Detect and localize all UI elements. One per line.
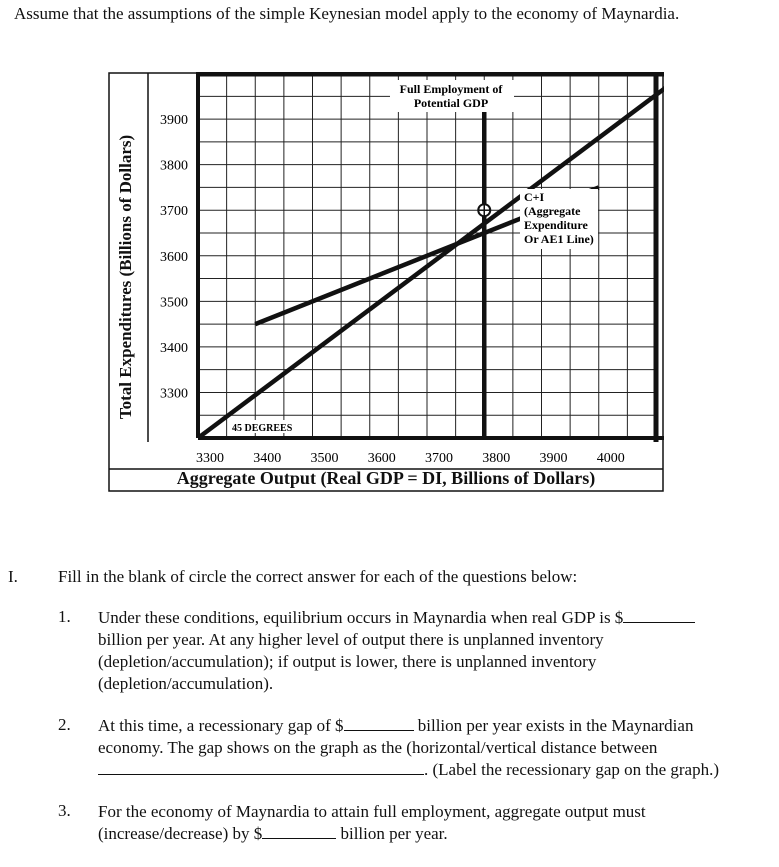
y-tick-label: 3800 [160,158,188,174]
question-1-number: 1. [58,607,71,626]
y-axis-title: Total Expenditures (Billions of Dollars) [116,134,135,420]
keynesian-chart [108,72,664,492]
q1-line3: (depletion/accumulation); if output is lower, there is unplanned inventory [98,652,597,671]
intro-text: Assume that the assumptions of the simple Keynesian model apply to the economy of Maynardia. [14,4,680,23]
question-3 [98,801,758,845]
x-tick-label: 4000 [596,451,625,466]
y-tick-label: 3400 [160,340,188,356]
x-tick-label: 3400 [253,451,282,466]
x-axis-title: Aggregate Output (Real GDP = DI, Billions of Dollars) [176,468,596,488]
ae-line-label: (Aggregate [524,204,581,218]
full-employment-label: Potential GDP [413,96,489,110]
x-tick-label: 3800 [482,451,511,466]
ae-line-label: Expenditure [524,218,588,232]
section-instructions: Fill in the blank of circle the correct answer for each of the questions below: [58,567,578,586]
x-tick-label: 3600 [367,451,396,466]
y-tick-label: 3700 [160,204,188,220]
q3-line1: For the economy of Maynardia to attain full employment, aggregate output must [98,802,646,821]
x-tick-label: 3300 [196,451,224,466]
q2-line3: . (Label the recessionary gap on the graph.) [424,760,720,779]
q1-line2: billion per year. At any higher level of output there is unplanned inventory [98,630,604,649]
q1-gdp-blank[interactable] [623,608,695,623]
x-tick-label: 3900 [539,451,568,466]
question-1 [98,607,758,695]
ae-line-label: Or AE1 Line) [524,232,594,246]
q1-line4: (depletion/accumulation). [98,674,274,693]
q2-line1b: billion per year exists in the Maynardian [417,716,694,735]
section-number: I. [8,567,18,586]
y-tick-label: 3900 [160,113,188,129]
y-tick-label: 3500 [160,295,188,311]
q3-amount-blank[interactable] [262,824,336,839]
x-tick-label: 3500 [310,451,339,466]
q2-line1a: At this time, a recessionary gap of $ [98,716,344,735]
y-tick-label: 3600 [160,249,188,265]
question-2-number: 2. [58,715,71,734]
q2-line2: economy. The gap shows on the graph as the (horizontal/vertical distance between [98,738,658,757]
full-employment-label: Full Employment of [399,82,503,96]
q2-distance-blank[interactable] [98,760,424,775]
ae-line-label: C+I [524,190,545,204]
question-3-number: 3. [58,801,71,820]
q1-line1: Under these conditions, equilibrium occurs in Maynardia when real GDP is $ [98,608,624,627]
question-2 [98,715,758,781]
q2-gap-blank[interactable] [344,716,414,731]
q3-line2a: (increase/decrease) by $ [98,824,263,843]
chart-outer-border [109,73,663,491]
forty-five-degrees-label: 45 DEGREES [232,423,293,434]
q3-line2b: billion per year. [340,824,448,843]
chart-frame [109,72,664,491]
y-tick-label: 3300 [160,386,188,402]
x-tick-label: 3700 [425,451,453,466]
